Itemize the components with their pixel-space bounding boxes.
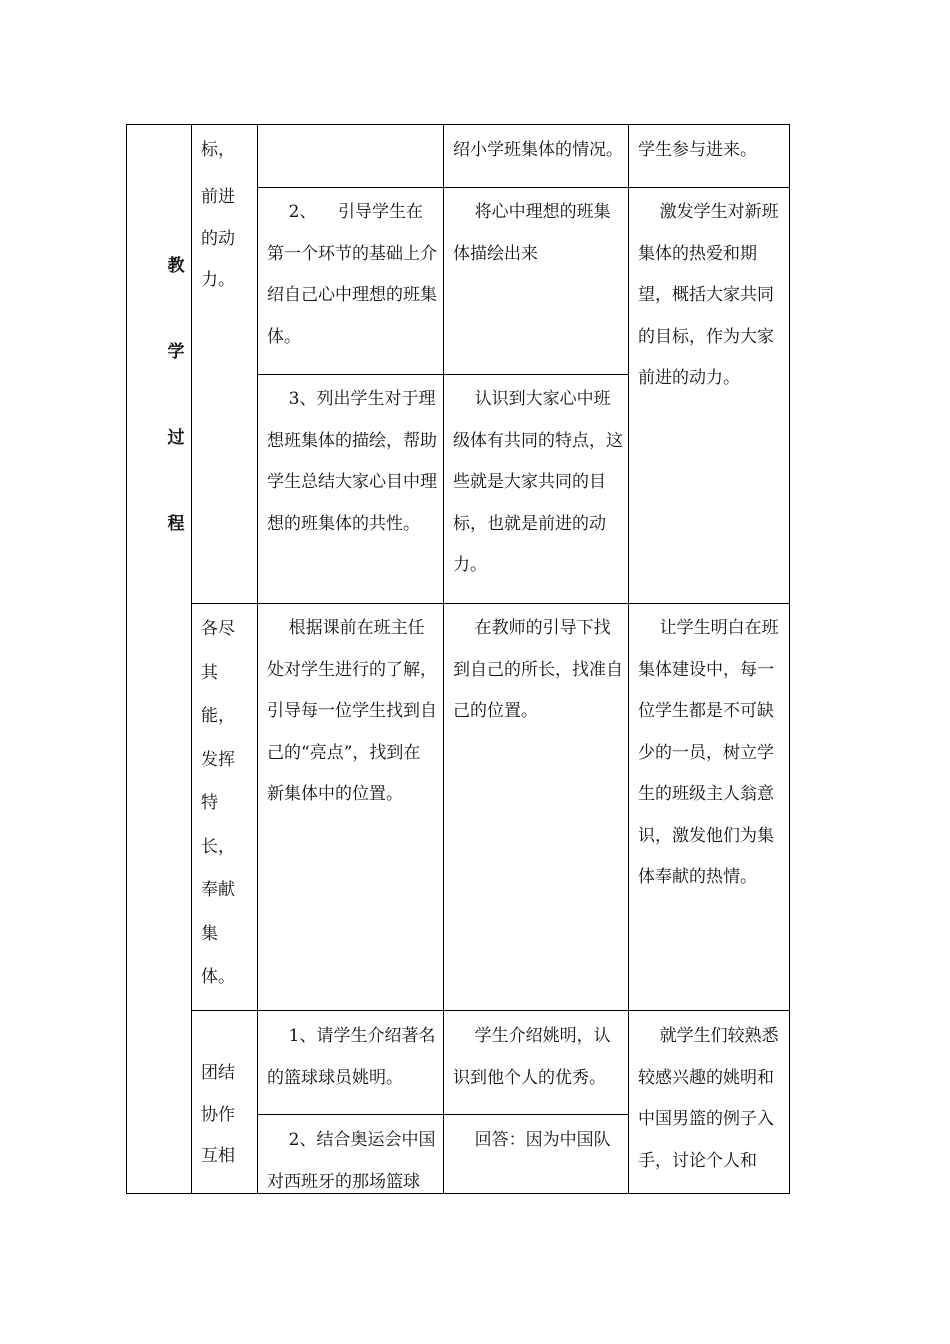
row-divider bbox=[191, 1010, 790, 1011]
student-activity-cell: 认识到大家心中班级体有共同的特点，这些就是大家共同的目标，也就是前进的动力。 bbox=[453, 389, 623, 575]
student-activity-cell: 回答：因为中国队 bbox=[453, 1130, 611, 1150]
table-col-divider-4 bbox=[628, 124, 629, 1194]
teacher-activity-cell: 2、结合奥运会中国对西班牙的那场篮球 bbox=[267, 1130, 436, 1192]
row-divider bbox=[257, 1114, 629, 1115]
row-divider bbox=[257, 374, 629, 375]
stage-label-char: 程 bbox=[167, 514, 185, 534]
row-divider bbox=[191, 603, 790, 604]
table-right-border bbox=[789, 124, 790, 1194]
stage-label-char: 学 bbox=[167, 342, 185, 362]
teacher-activity-cell: 1、请学生介绍著名的篮球球员姚明。 bbox=[267, 1026, 436, 1088]
table-col-divider-2 bbox=[257, 124, 258, 1194]
table-left-border bbox=[126, 124, 127, 1194]
teacher-activity-cell: 根据课前在班主任处对学生进行的了解，引导每一位学生找到自己的“亮点”，找到在新集体中的位置。 bbox=[267, 618, 437, 804]
student-activity-cell: 学生介绍姚明，认识到他个人的优秀。 bbox=[453, 1026, 611, 1088]
section-cell: 标， bbox=[201, 140, 235, 160]
table-bottom-border bbox=[126, 1193, 790, 1194]
stage-label-char: 过 bbox=[167, 428, 185, 448]
student-activity-cell: 将心中理想的班集体描绘出来 bbox=[453, 202, 611, 264]
section-cell: 各尽 其 能， 发挥 特 长， 奉献 集 体。 bbox=[201, 619, 235, 987]
stage-label-char: 教 bbox=[167, 256, 185, 276]
design-intent-cell: 激发学生对新班集体的热爱和期望，概括大家共同的目标，作为大家前进的动力。 bbox=[638, 202, 779, 388]
design-intent-cell: 学生参与进来。 bbox=[638, 140, 757, 160]
section-cell: 团结 协作 互相 bbox=[201, 1063, 235, 1166]
table-col-divider-1 bbox=[191, 124, 192, 1194]
table-col-divider-3 bbox=[443, 124, 444, 1194]
design-intent-cell: 就学生们较熟悉较感兴趣的姚明和中国男篮的例子入手，讨论个人和 bbox=[638, 1026, 779, 1171]
section-cell: 前进 的动 力。 bbox=[201, 187, 235, 290]
table-top-border bbox=[126, 124, 790, 125]
row-divider bbox=[257, 187, 790, 188]
teacher-activity-cell: 2、 引导学生在第一个环节的基础上介绍自己心中理想的班集体。 bbox=[267, 202, 437, 347]
student-activity-cell: 在教师的引导下找到自己的所长，找准自己的位置。 bbox=[453, 618, 623, 721]
teacher-activity-cell: 3、列出学生对于理想班集体的描绘，帮助学生总结大家心目中理想的班集体的共性。 bbox=[267, 389, 437, 534]
design-intent-cell: 让学生明白在班集体建设中，每一位学生都是不可缺少的一员，树立学生的班级主人翁意识，激发他们为集体奉献的热情。 bbox=[638, 618, 779, 887]
student-activity-cell: 绍小学班集体的情况。 bbox=[453, 140, 623, 160]
